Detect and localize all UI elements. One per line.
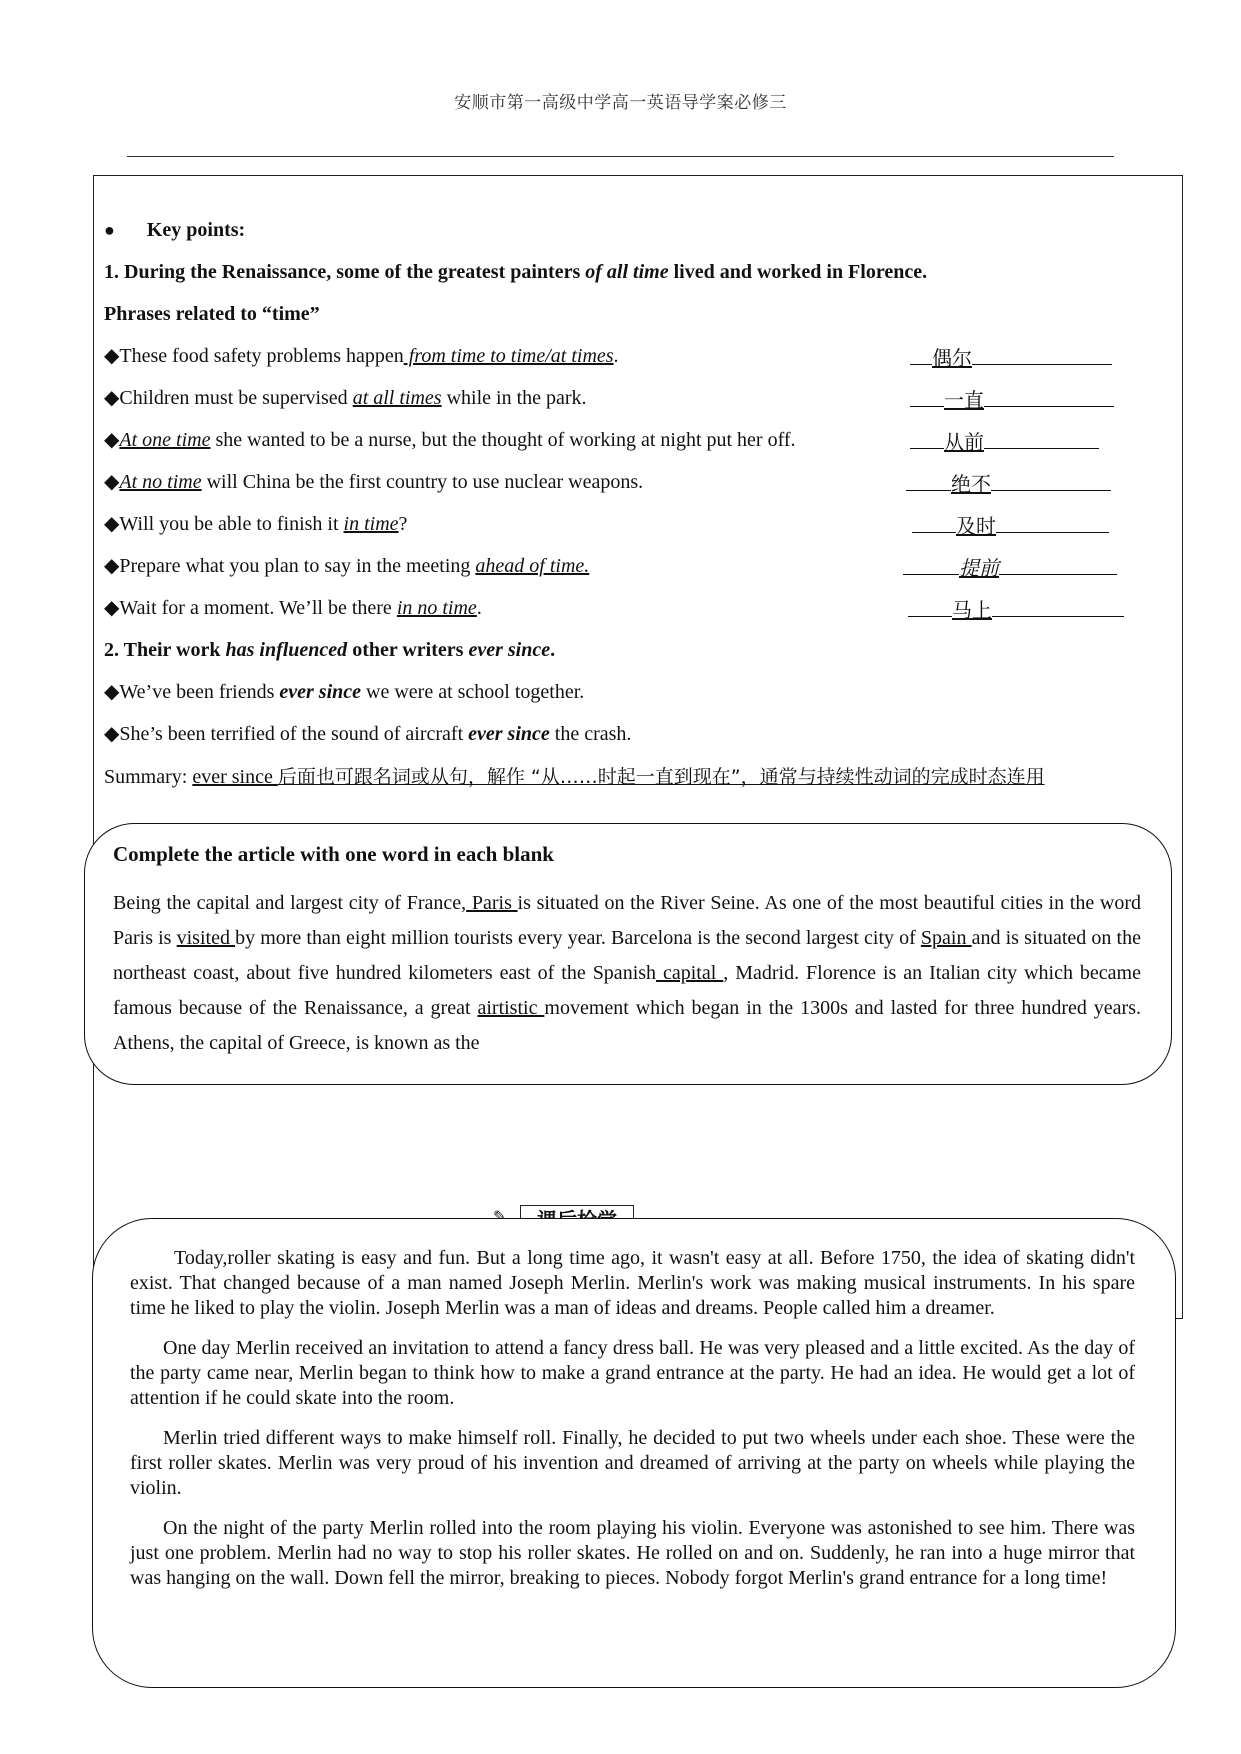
answer-blank: 及时 [912,510,1109,541]
phrase-example: ◆These food safety problems happen from time to time/at times. [104,345,619,367]
cloze-answer: Paris [466,892,518,914]
key-point-1: 1. During the Renaissance, some of the greatest painters of all time lived and worked in Florence. [104,261,928,283]
cloze-answer: Spain [920,927,972,949]
paragraph: One day Merlin received an invitation to attend a fancy dress ball. He was very pleased and a little excited. As the day of the party came near, Merlin began to think how to make a grand entrance at the party. He had an idea. He would get a lot of attention if he could skate into the room. [130,1337,1135,1409]
key-phrase: of all time [585,261,669,283]
answer-blank: 马上 [908,594,1124,625]
cloze-title: Complete the article with one word in each blank [113,842,554,866]
phrase-example: ◆At one time she wanted to be a nurse, but the thought of working at night put her off. [104,429,796,451]
paragraph: On the night of the party Merlin rolled into the room playing his violin. Everyone was astonished to see him. There was just one problem. Merlin had no way to stop his roller skates. He rolled on and on. Suddenly, he ran into a huge mirror that was hanging on the wall. Down fell the mirror, breaking to pieces. Nobody forgot Merlin's grand entrance for a long time! [130,1517,1135,1589]
phrase-example: ◆At no time will China be the first country to use nuclear weapons. [104,471,644,493]
ever-since-example: ◆We’ve been friends ever since we were at school together. [104,681,585,703]
phrase-example: ◆Children must be supervised at all times while in the park. [104,387,587,409]
reading-passage [130,1246,1135,1606]
cloze-answer: capital [656,962,724,984]
phrase-example: ◆Prepare what you plan to say in the meeting ahead of time. [104,555,590,577]
key-points-heading: ● Key points: [104,219,246,241]
answer-blank: 提前 [903,552,1117,583]
cloze-answer: airtistic [477,997,545,1019]
header-divider [127,156,1114,157]
answer-blank: 从前 [910,426,1099,457]
key-point-2: 2. Their work has influenced other writers ever since. [104,639,556,661]
cloze-answer: visited [176,927,236,949]
paragraph: Merlin tried different ways to make himself roll. Finally, he decided to put two wheels under each shoe. These were the first roller skates. Merlin was very proud of his invention and dreamed of arriving at the party on wheels while playing the violin. [130,1427,1135,1499]
page-header: 安顺市第一高级中学高一英语导学案必修三 [454,93,787,113]
phrases-heading: Phrases related to “time” [104,303,320,325]
answer-blank: 绝不 [906,468,1111,499]
answer-blank: 一直 [910,384,1114,415]
cloze-passage: Being the capital and largest city of France, Paris is situated on the River Seine. As one of the most beautiful cities in the word Paris is visited by more than eight million tourists every year. Barcelona is the second largest city of Spain and is situated on the northeast coast, about five hundred kilometers east of the Spanish capital , Madrid. Florence is an Italian city which became famous because of the Renaissance, a great airtistic movement which began in the 1300s and lasted for three hundred years. Athens, the capital of Greece, is known as the [113,892,1141,1054]
summary: Summary: ever since 后面也可跟名词或从句，解作 “从……时起一直到现在”，通常与持续性动词的完成时态连用 [104,766,1045,788]
ever-since-example: ◆She’s been terrified of the sound of aircraft ever since the crash. [104,723,632,745]
answer-blank: 偶尔 [910,342,1112,373]
paragraph: Today,roller skating is easy and fun. But a long time ago, it wasn't easy at all. Before 1750, the idea of skating didn't exist. That changed because of a man named Joseph Merlin. Merlin's work was making musical instruments. In his spare time he liked to play the violin. Joseph Merlin was a man of ideas and dreams. People called him a dreamer. [130,1247,1135,1319]
phrase-example: ◆Will you be able to finish it in time? [104,513,408,535]
bullet-icon: ● [104,220,115,240]
phrase-example: ◆Wait for a moment. We’ll be there in no time. [104,597,482,619]
